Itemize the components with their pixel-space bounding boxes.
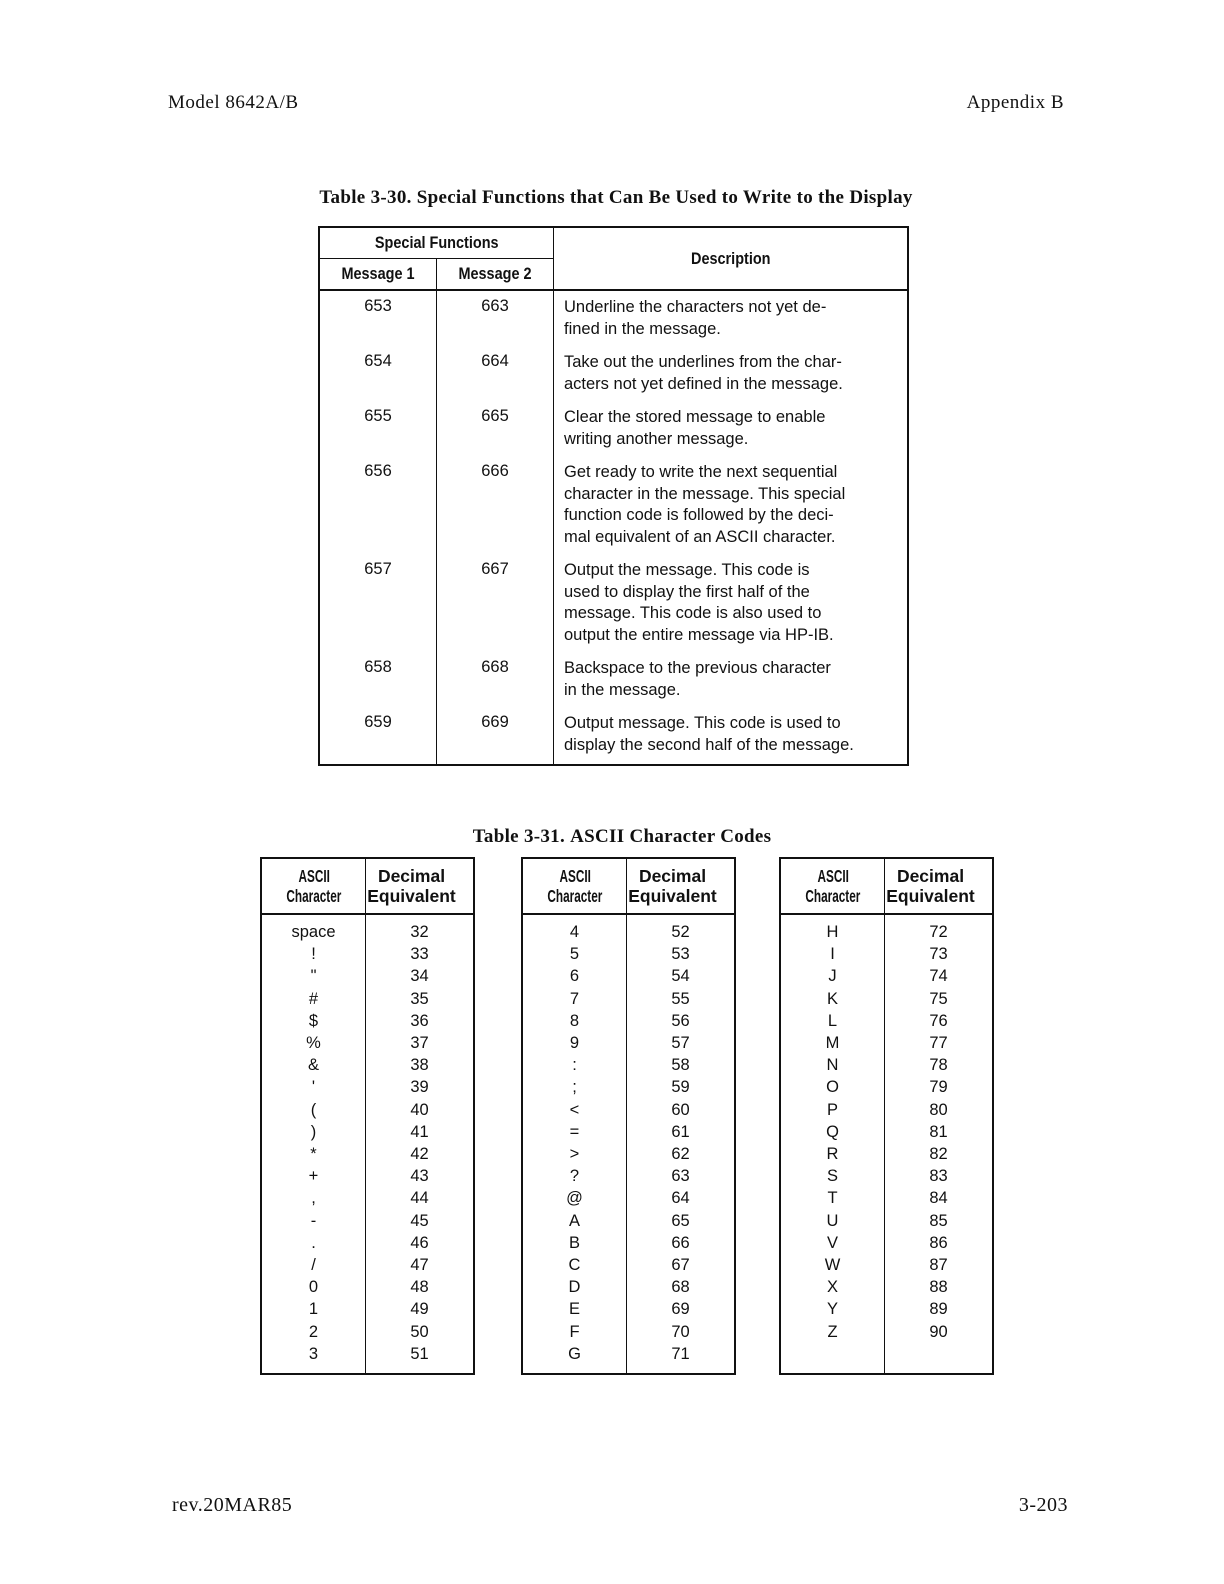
ascii-code-row xyxy=(261,1298,474,1320)
ascii-character: @ xyxy=(522,1187,627,1209)
decimal-equivalent: 47 xyxy=(366,1254,475,1276)
ascii-character: Y xyxy=(780,1298,885,1320)
ascii-character: U xyxy=(780,1210,885,1232)
ascii-character: * xyxy=(261,1143,366,1165)
ascii-character-column-header: ASCII Character xyxy=(261,858,366,914)
ascii-character: > xyxy=(522,1143,627,1165)
ascii-character: V xyxy=(780,1232,885,1254)
ascii-character: N xyxy=(780,1054,885,1076)
ascii-character: ( xyxy=(261,1099,366,1121)
ascii-code-row xyxy=(780,1254,993,1276)
decimal-equivalent: 85 xyxy=(885,1210,994,1232)
description-line: message. This code is also used to xyxy=(564,604,822,622)
description-line: mal equivalent of an ASCII character. xyxy=(564,527,836,546)
description-line: Clear the stored message to enable xyxy=(564,408,826,426)
ascii-character-column-header: ASCII Character xyxy=(780,858,885,914)
decimal-equivalent: 34 xyxy=(366,965,475,987)
decimal-equivalent: 87 xyxy=(885,1254,994,1276)
description-line: Take out the underlines from the char- xyxy=(564,353,842,371)
ascii-character: C xyxy=(522,1254,627,1276)
ascii-character: 2 xyxy=(261,1321,366,1343)
ascii-character: D xyxy=(522,1276,627,1298)
ascii-code-row xyxy=(522,1254,735,1276)
decimal-equivalent: 82 xyxy=(885,1143,994,1165)
ascii-character: E xyxy=(522,1298,627,1320)
ascii-code-row xyxy=(261,965,474,987)
ascii-code-row xyxy=(261,1143,474,1165)
ascii-code-row xyxy=(522,1187,735,1209)
ascii-code-row xyxy=(522,1321,735,1343)
ascii-code-row xyxy=(522,1099,735,1121)
ascii-character: ! xyxy=(261,943,366,965)
function-description xyxy=(554,346,909,401)
message-2-code: 666 xyxy=(437,456,554,554)
decimal-equivalent: 37 xyxy=(366,1032,475,1054)
ascii-code-row xyxy=(522,1232,735,1254)
decimal-equivalent: 56 xyxy=(627,1010,736,1032)
ascii-code-row xyxy=(780,1321,993,1343)
ascii-code-row xyxy=(780,965,993,987)
message-1-code: 655 xyxy=(319,401,437,456)
ascii-code-row xyxy=(261,1054,474,1076)
ascii-code-row xyxy=(522,1165,735,1187)
description-line: used to display the first half of the xyxy=(564,582,810,601)
description-line: Underline the characters not yet de- xyxy=(564,298,827,316)
description-line: character in the message. This special xyxy=(564,484,846,503)
ascii-character: 5 xyxy=(522,943,627,965)
ascii-character: Z xyxy=(780,1321,885,1343)
decimal-equivalent: 63 xyxy=(627,1165,736,1187)
table-3-30-title: Special Functions that Can Be Used to Write to the Display xyxy=(416,187,913,208)
decimal-equivalent: 53 xyxy=(627,943,736,965)
ascii-character: A xyxy=(522,1210,627,1232)
ascii-character: W xyxy=(780,1254,885,1276)
ascii-code-row xyxy=(261,1076,474,1098)
decimal-equivalent: 48 xyxy=(366,1276,475,1298)
ascii-code-row xyxy=(261,1032,474,1054)
ascii-code-row xyxy=(780,1010,993,1032)
ascii-character: + xyxy=(261,1165,366,1187)
ascii-character: L xyxy=(780,1010,885,1032)
description-line: in the message. xyxy=(564,680,681,699)
decimal-equivalent: 51 xyxy=(366,1343,475,1365)
description-line: Backspace to the previous character xyxy=(564,659,831,677)
decimal-equivalent: 36 xyxy=(366,1010,475,1032)
ascii-character: < xyxy=(522,1099,627,1121)
running-header-appendix: Appendix B xyxy=(966,92,1064,113)
ascii-code-row xyxy=(261,1099,474,1121)
ascii-code-row xyxy=(261,988,474,1010)
decimal-equivalent: 74 xyxy=(885,965,994,987)
ascii-code-row xyxy=(522,1054,735,1076)
ascii-code-row xyxy=(522,1276,735,1298)
ascii-code-row xyxy=(780,1032,993,1054)
decimal-equivalent: 77 xyxy=(885,1032,994,1054)
ascii-code-row xyxy=(522,1210,735,1232)
ascii-code-row xyxy=(522,1143,735,1165)
ascii-character: : xyxy=(522,1054,627,1076)
decimal-equivalent: 65 xyxy=(627,1210,736,1232)
function-description xyxy=(554,290,909,346)
decimal-equivalent: 50 xyxy=(366,1321,475,1343)
ascii-code-row xyxy=(261,1121,474,1143)
ascii-code-row xyxy=(261,1232,474,1254)
ascii-character: - xyxy=(261,1210,366,1232)
function-description xyxy=(554,554,909,652)
ascii-code-row xyxy=(261,1010,474,1032)
ascii-character: # xyxy=(261,988,366,1010)
ascii-character: % xyxy=(261,1032,366,1054)
ascii-character-column-header: ASCII Character xyxy=(522,858,627,914)
description-line: function code is followed by the deci- xyxy=(564,506,834,524)
ascii-character: 4 xyxy=(522,921,627,943)
decimal-equivalent: 55 xyxy=(627,988,736,1010)
table-3-31-title: ASCII Character Codes xyxy=(570,826,772,847)
ascii-code-row xyxy=(780,943,993,965)
decimal-equivalent: 84 xyxy=(885,1187,994,1209)
ascii-code-row xyxy=(522,1121,735,1143)
decimal-equivalent: 90 xyxy=(885,1321,994,1343)
ascii-character: B xyxy=(522,1232,627,1254)
message-1-code: 656 xyxy=(319,456,437,554)
ascii-character: " xyxy=(261,965,366,987)
ascii-code-row xyxy=(522,1010,735,1032)
ascii-code-row xyxy=(261,1187,474,1209)
ascii-code-row xyxy=(522,988,735,1010)
ascii-code-row xyxy=(780,1143,993,1165)
function-description xyxy=(554,456,909,554)
ascii-character: K xyxy=(780,988,885,1010)
message-1-code: 659 xyxy=(319,707,437,765)
description-line: Get ready to write the next sequential xyxy=(564,463,838,481)
ascii-character: Q xyxy=(780,1121,885,1143)
special-function-row xyxy=(319,707,908,765)
decimal-equivalent: 83 xyxy=(885,1165,994,1187)
decimal-equivalent: 49 xyxy=(366,1298,475,1320)
running-header-model: Model 8642A/B xyxy=(168,92,299,113)
description-line: Output the message. This code is xyxy=(564,561,810,579)
message-2-code: 664 xyxy=(437,346,554,401)
function-description xyxy=(554,652,909,707)
ascii-table-part-2 xyxy=(521,857,736,1375)
decimal-equivalent-column-header: Decimal Equivalent xyxy=(885,858,994,914)
decimal-equivalent: 72 xyxy=(885,921,994,943)
table-3-30-caption xyxy=(4,187,1224,209)
description-line: acters not yet defined in the message. xyxy=(564,374,843,393)
ascii-character: = xyxy=(522,1121,627,1143)
ascii-character: 6 xyxy=(522,965,627,987)
decimal-equivalent: 79 xyxy=(885,1076,994,1098)
ascii-code-row xyxy=(261,1165,474,1187)
ascii-character: M xyxy=(780,1032,885,1054)
decimal-equivalent-column-header: Decimal Equivalent xyxy=(627,858,736,914)
decimal-equivalent: 39 xyxy=(366,1076,475,1098)
ascii-character: 1 xyxy=(261,1298,366,1320)
ascii-character: O xyxy=(780,1076,885,1098)
ascii-code-row xyxy=(261,1343,474,1365)
table-3-30-number: Table 3-30. xyxy=(319,187,412,208)
ascii-code-row xyxy=(522,1298,735,1320)
ascii-code-row xyxy=(522,943,735,965)
message-2-code: 667 xyxy=(437,554,554,652)
decimal-equivalent: 54 xyxy=(627,965,736,987)
ascii-character: . xyxy=(261,1232,366,1254)
decimal-equivalent: 64 xyxy=(627,1187,736,1209)
message-1-column-header: Message 1 xyxy=(319,259,437,291)
message-2-code: 668 xyxy=(437,652,554,707)
special-function-row xyxy=(319,290,908,346)
ascii-code-row xyxy=(780,1099,993,1121)
decimal-equivalent: 61 xyxy=(627,1121,736,1143)
decimal-equivalent-column-header: Decimal Equivalent xyxy=(366,858,475,914)
message-2-column-header: Message 2 xyxy=(437,259,554,291)
decimal-equivalent: 46 xyxy=(366,1232,475,1254)
ascii-code-row xyxy=(522,921,735,943)
description-line: display the second half of the message. xyxy=(564,735,854,754)
ascii-character: I xyxy=(780,943,885,965)
ascii-code-row xyxy=(780,1232,993,1254)
ascii-character: 9 xyxy=(522,1032,627,1054)
decimal-equivalent: 80 xyxy=(885,1099,994,1121)
special-function-row xyxy=(319,346,908,401)
description-column-header: Description xyxy=(554,227,909,290)
decimal-equivalent: 44 xyxy=(366,1187,475,1209)
ascii-character: / xyxy=(261,1254,366,1276)
decimal-equivalent: 35 xyxy=(366,988,475,1010)
ascii-character: R xyxy=(780,1143,885,1165)
ascii-code-row xyxy=(522,965,735,987)
ascii-character: ? xyxy=(522,1165,627,1187)
ascii-character: 0 xyxy=(261,1276,366,1298)
decimal-equivalent: 57 xyxy=(627,1032,736,1054)
ascii-character: ' xyxy=(261,1076,366,1098)
function-description xyxy=(554,707,909,765)
decimal-equivalent: 38 xyxy=(366,1054,475,1076)
decimal-equivalent: 68 xyxy=(627,1276,736,1298)
ascii-character: G xyxy=(522,1343,627,1365)
ascii-code-row xyxy=(780,1210,993,1232)
description-line: writing another message. xyxy=(564,429,749,448)
ascii-character: S xyxy=(780,1165,885,1187)
ascii-character: space xyxy=(261,921,366,943)
revision-date: rev.20MAR85 xyxy=(172,1494,293,1516)
decimal-equivalent xyxy=(885,1343,994,1365)
decimal-equivalent: 43 xyxy=(366,1165,475,1187)
ascii-code-row xyxy=(780,988,993,1010)
ascii-table-part-3 xyxy=(779,857,994,1375)
ascii-code-row xyxy=(780,1054,993,1076)
special-function-row xyxy=(319,652,908,707)
ascii-code-row xyxy=(261,1254,474,1276)
decimal-equivalent: 78 xyxy=(885,1054,994,1076)
ascii-character: ; xyxy=(522,1076,627,1098)
ascii-code-row xyxy=(522,1032,735,1054)
message-2-code: 669 xyxy=(437,707,554,765)
ascii-code-row xyxy=(261,1321,474,1343)
ascii-character: $ xyxy=(261,1010,366,1032)
decimal-equivalent: 40 xyxy=(366,1099,475,1121)
ascii-code-row xyxy=(780,921,993,943)
decimal-equivalent: 70 xyxy=(627,1321,736,1343)
ascii-character: 8 xyxy=(522,1010,627,1032)
ascii-code-row xyxy=(780,1187,993,1209)
decimal-equivalent: 59 xyxy=(627,1076,736,1098)
ascii-code-row xyxy=(780,1165,993,1187)
table-3-31-caption xyxy=(10,826,1224,848)
decimal-equivalent: 52 xyxy=(627,921,736,943)
ascii-character: J xyxy=(780,965,885,987)
special-function-row xyxy=(319,554,908,652)
decimal-equivalent: 41 xyxy=(366,1121,475,1143)
special-function-row xyxy=(319,401,908,456)
ascii-character: P xyxy=(780,1099,885,1121)
decimal-equivalent: 32 xyxy=(366,921,475,943)
decimal-equivalent: 58 xyxy=(627,1054,736,1076)
decimal-equivalent: 75 xyxy=(885,988,994,1010)
message-2-code: 665 xyxy=(437,401,554,456)
special-functions-group-header: Special Functions xyxy=(319,227,554,259)
decimal-equivalent: 42 xyxy=(366,1143,475,1165)
ascii-character: 3 xyxy=(261,1343,366,1365)
description-line: fined in the message. xyxy=(564,319,721,338)
ascii-code-row xyxy=(261,943,474,965)
ascii-code-row xyxy=(780,1276,993,1298)
ascii-table-part-1 xyxy=(260,857,475,1375)
decimal-equivalent: 88 xyxy=(885,1276,994,1298)
message-1-code: 653 xyxy=(319,290,437,346)
special-functions-table-body xyxy=(319,290,908,765)
ascii-character: T xyxy=(780,1187,885,1209)
ascii-code-row xyxy=(780,1076,993,1098)
ascii-code-row xyxy=(780,1298,993,1320)
description-line: output the entire message via HP-IB. xyxy=(564,625,834,644)
decimal-equivalent: 89 xyxy=(885,1298,994,1320)
ascii-character: 7 xyxy=(522,988,627,1010)
decimal-equivalent: 73 xyxy=(885,943,994,965)
decimal-equivalent: 45 xyxy=(366,1210,475,1232)
ascii-character: , xyxy=(261,1187,366,1209)
ascii-character xyxy=(780,1343,885,1365)
page-number: 3-203 xyxy=(1018,1494,1068,1516)
ascii-code-row xyxy=(261,1210,474,1232)
decimal-equivalent: 71 xyxy=(627,1343,736,1365)
decimal-equivalent: 81 xyxy=(885,1121,994,1143)
ascii-code-row xyxy=(780,1121,993,1143)
ascii-character: ) xyxy=(261,1121,366,1143)
message-1-code: 657 xyxy=(319,554,437,652)
description-line: Output message. This code is used to xyxy=(564,714,841,732)
message-2-code: 663 xyxy=(437,290,554,346)
ascii-character: & xyxy=(261,1054,366,1076)
decimal-equivalent: 67 xyxy=(627,1254,736,1276)
decimal-equivalent: 62 xyxy=(627,1143,736,1165)
ascii-character: H xyxy=(780,921,885,943)
ascii-code-row xyxy=(522,1076,735,1098)
ascii-code-row xyxy=(522,1343,735,1365)
function-description xyxy=(554,401,909,456)
ascii-code-row xyxy=(261,1276,474,1298)
table-3-31-number: Table 3-31. xyxy=(472,826,566,847)
decimal-equivalent: 69 xyxy=(627,1298,736,1320)
decimal-equivalent: 76 xyxy=(885,1010,994,1032)
ascii-code-row xyxy=(780,1343,993,1365)
ascii-character: X xyxy=(780,1276,885,1298)
special-functions-table xyxy=(318,226,909,766)
decimal-equivalent: 60 xyxy=(627,1099,736,1121)
ascii-character: F xyxy=(522,1321,627,1343)
ascii-code-row xyxy=(261,921,474,943)
message-1-code: 654 xyxy=(319,346,437,401)
decimal-equivalent: 86 xyxy=(885,1232,994,1254)
decimal-equivalent: 33 xyxy=(366,943,475,965)
decimal-equivalent: 66 xyxy=(627,1232,736,1254)
message-1-code: 658 xyxy=(319,652,437,707)
special-function-row xyxy=(319,456,908,554)
